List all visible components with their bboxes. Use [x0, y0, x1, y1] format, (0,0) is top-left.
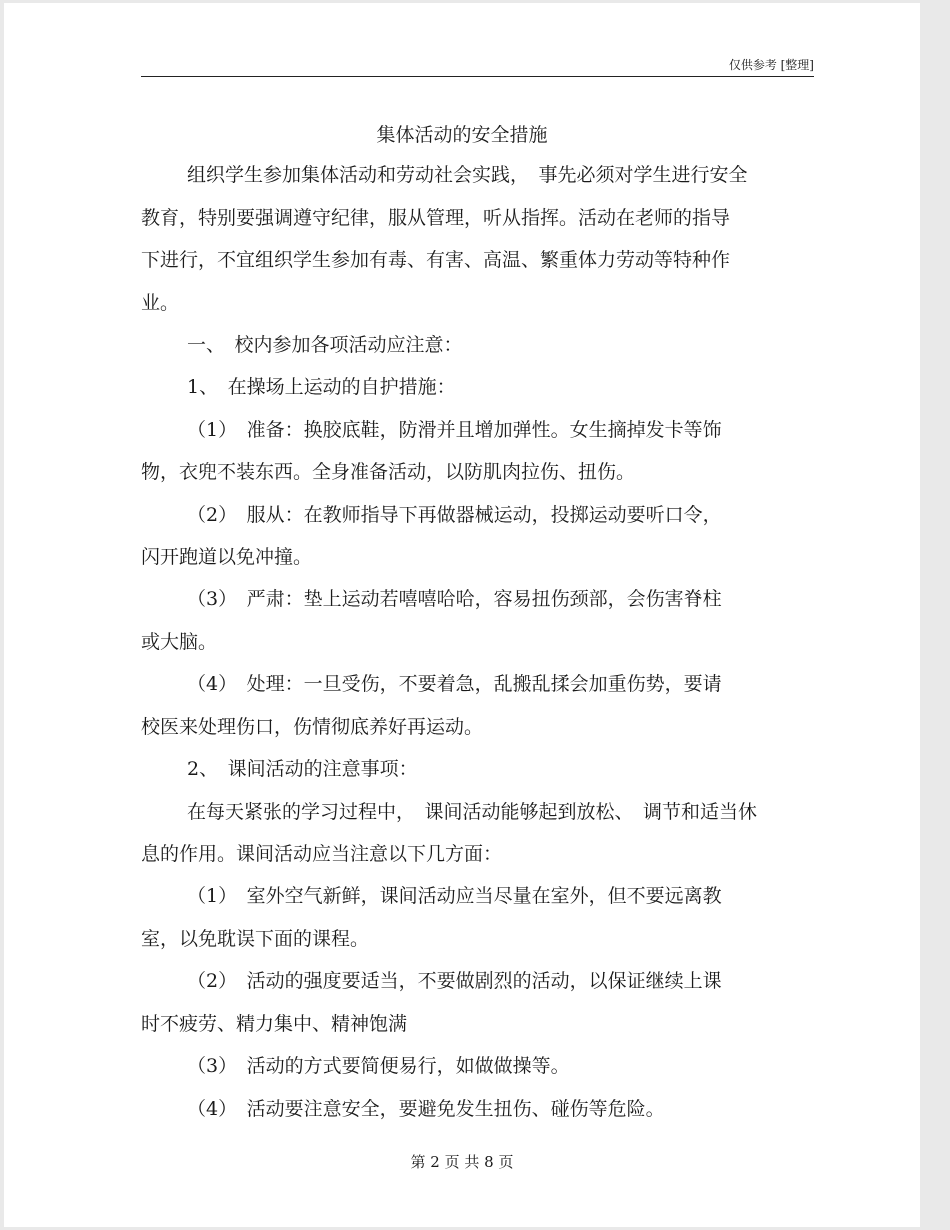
body-line: 息的作用。课间活动应当注意以下几方面：	[141, 843, 503, 865]
body-line: 室，以免耽误下面的课程。	[141, 928, 370, 950]
page-header: 仅供参考 [整理]	[728, 58, 814, 72]
document-page	[4, 3, 920, 1227]
body-line: 闪开跑道以免冲撞。	[141, 546, 313, 568]
body-line: 教育，特别要强调遵守纪律，服从管理，听从指挥。活动在老师的指导	[141, 207, 731, 229]
list-item: （1） 准备：换胶底鞋，防滑并且增加弹性。女生摘掉发卡等饰	[187, 419, 722, 441]
body-line: 物，衣兜不装东西。全身准备活动，以防肌肉拉伤、扭伤。	[141, 461, 636, 483]
list-item: （4） 处理：一旦受伤，不要着急，乱搬乱揉会加重伤势，要请	[187, 673, 722, 695]
body-line: 或大脑。	[141, 631, 218, 653]
section-heading: 一、 校内参加各项活动应注意：	[187, 334, 463, 356]
list-item: （2） 服从：在教师指导下再做器械运动，投掷运动要听口令，	[187, 504, 722, 526]
body-line: 组织学生参加集体活动和劳动社会实践， 事先必须对学生进行安全	[187, 164, 748, 186]
list-item: （3） 活动的方式要简便易行，如做做操等。	[187, 1055, 570, 1077]
subsection-heading: 2、 课间活动的注意事项：	[187, 758, 418, 780]
document-title: 集体活动的安全措施	[376, 124, 548, 146]
list-item: （4） 活动要注意安全，要避免发生扭伤、碰伤等危险。	[187, 1098, 665, 1120]
list-item: （3） 严肃：垫上运动若嘻嘻哈哈，容易扭伤颈部，会伤害脊柱	[187, 588, 722, 610]
body-line: 在每天紧张的学习过程中， 课间活动能够起到放松、 调节和适当休	[187, 801, 758, 823]
list-item: （1） 室外空气新鲜，课间活动应当尽量在室外，但不要远离教	[187, 885, 722, 907]
page-number-footer: 第 2 页 共 8 页	[410, 1153, 514, 1171]
body-line: 业。	[141, 292, 180, 314]
header-rule	[141, 76, 814, 77]
body-line: 时不疲劳、精力集中、精神饱满	[141, 1013, 408, 1035]
body-line: 校医来处理伤口，伤情彻底养好再运动。	[141, 716, 484, 738]
body-line: 下进行，不宜组织学生参加有毒、有害、高温、繁重体力劳动等特种作	[141, 249, 731, 271]
list-item: （2） 活动的强度要适当，不要做剧烈的活动，以保证继续上课	[187, 970, 722, 992]
subsection-heading: 1、 在操场上运动的自护措施：	[187, 376, 456, 398]
